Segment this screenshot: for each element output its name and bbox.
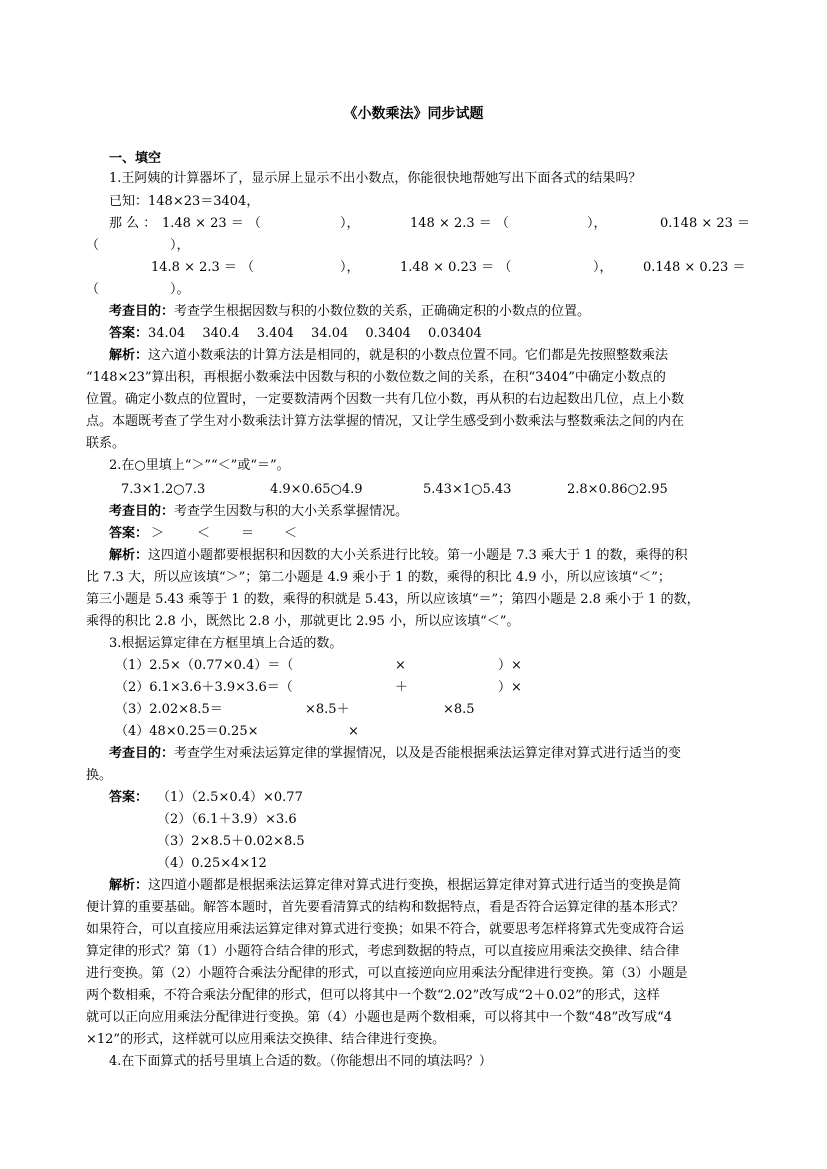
q1-purpose: 考查目的：考查学生根据因数与积的小数位数的关系，正确确定积的小数点的位置。 bbox=[109, 304, 591, 319]
q2-analysis-line: 比 7.3 大，所以应该填“＞”；第二小题是 4.9 乘小于 1 的数，乘得的积比 4.9 小，所以应该填“＜”； bbox=[86, 570, 671, 585]
q2-answer: ＝ bbox=[241, 526, 255, 541]
q3-item-3-end: ×8.5 bbox=[443, 702, 475, 717]
q1-expr-2-end: ）， bbox=[587, 216, 607, 231]
q1-expr-4-end: ）， bbox=[340, 260, 360, 275]
q1-analysis-line: 位置。确定小数点的位置时，一定要数清两个因数一共有几位小数，再从积的右边起数出几位，点上小数 bbox=[86, 392, 685, 407]
q3-item-2: （2）6.1×3.6＋3.9×3.6＝（ bbox=[115, 680, 293, 695]
q2-answer: ＞ bbox=[151, 526, 165, 541]
q1-expr-2: 148 × 2.3 ＝ （ bbox=[410, 216, 509, 231]
q1-expr-6: 0.148 × 0.23 ＝ bbox=[643, 260, 746, 275]
q1-stem: 1.王阿姨的计算器坏了，显示屏上显示不出小数点，你能很快地帮她写出下面各式的结果吗？ bbox=[109, 171, 642, 186]
q2-item: 7.3×1.2○7.3 bbox=[121, 482, 206, 497]
q3-analysis-line: 就可以正向应用乘法分配律进行变换。第（4）小题也是两个数相乘，可以将其中一个数“48”改写成“4 bbox=[86, 1010, 673, 1025]
page-title: 《小数乘法》同步试题 bbox=[343, 106, 484, 122]
q2-stem: 2.在○里填上“＞”“＜”或“＝”。 bbox=[109, 458, 290, 473]
q1-analysis-line: 联系。 bbox=[86, 436, 126, 451]
q3-analysis-line: 如果符合，可以直接应用乘法运算定律对算式进行变换；如果不符合，就要思考怎样将算式先变成符合运 bbox=[86, 922, 685, 937]
q2-analysis-line: 乘得的积比 2.8 小，既然比 2.8 小，那就更比 2.95 小，所以应该填“＜”。 bbox=[86, 614, 520, 629]
q1-expr-4: 14.8 × 2.3 ＝ （ bbox=[151, 260, 255, 275]
q2-answer-label: 答案： bbox=[109, 526, 149, 541]
q3-answer: （3）2×8.5＋0.02×8.5 bbox=[157, 834, 305, 849]
q3-analysis-line: ×12”的形式，这样就可以应用乘法交换律、结合律进行变换。 bbox=[86, 1032, 446, 1047]
q2-item: 2.8×0.86○2.95 bbox=[567, 482, 668, 497]
q3-analysis-line: 两个数相乘，不符合乘法分配律的形式，但可以将其中一个数“2.02”改写成“2＋0.02”的形式，这样 bbox=[86, 988, 660, 1003]
q1-analysis-line: 解析：这六道小数乘法的计算方法是相同的，就是积的小数点位置不同。它们都是先按照整数乘法 bbox=[109, 348, 669, 363]
q3-item-1-op: × bbox=[395, 658, 406, 673]
q3-answer: （4）0.25×4×12 bbox=[157, 856, 267, 871]
q3-item-1-end: ）× bbox=[498, 658, 522, 673]
q1-expr-1: 1.48 × 23 ＝ （ bbox=[162, 216, 261, 231]
q2-item: 5.43×1○5.43 bbox=[423, 482, 512, 497]
q1-expr-6-end: ）。 bbox=[170, 282, 190, 297]
q1-answer: 答案：34.04 340.4 3.404 34.04 0.3404 0.03404 bbox=[109, 326, 482, 341]
q1-expr-6-open: （ bbox=[86, 282, 100, 297]
q3-analysis-line: 便计算的重要基础。解答本题时，首先要看清算式的结构和数据特点，看是否符合运算定律的基本形式？ bbox=[86, 900, 685, 915]
q2-answer: ＜ bbox=[197, 526, 211, 541]
q1-expr-3: 0.148 × 23 ＝ bbox=[660, 216, 751, 231]
q3-item-2-end: ）× bbox=[498, 680, 522, 695]
q4-stem: 4.在下面算式的括号里填上合适的数。（你能想出不同的填法吗？） bbox=[109, 1054, 492, 1069]
q3-item-4-end: × bbox=[348, 724, 359, 739]
q1-known: 已知：148×23＝3404， bbox=[109, 194, 260, 209]
q2-purpose: 考查目的：考查学生因数与积的大小关系掌握情况。 bbox=[109, 504, 409, 519]
q3-item-4: （4）48×0.25＝0.25× bbox=[115, 724, 259, 739]
q3-analysis-line: 算定律的形式？第（1）小题符合结合律的形式，考虑到数据的特点，可以直接应用乘法交换律、结合律 bbox=[86, 944, 680, 959]
q1-expr-3-open: （ bbox=[86, 238, 100, 253]
q3-answer-label: 答案： bbox=[109, 790, 149, 805]
q3-answer: （1）（2.5×0.4）×0.77 bbox=[157, 790, 303, 805]
q3-item-3-mid: ×8.5＋ bbox=[305, 702, 350, 717]
q3-analysis-line: 进行变换。第（2）小题符合乘法分配律的形式，可以直接逆向应用乘法分配律进行变换。第（3）小题是 bbox=[86, 966, 688, 981]
q3-item-3: （3）2.02×8.5＝ bbox=[115, 702, 223, 717]
q1-expr-1-end: ）， bbox=[340, 216, 360, 231]
q3-answer: （2）（6.1＋3.9）×3.6 bbox=[157, 812, 297, 827]
section-heading: 一、填空 bbox=[109, 151, 162, 166]
q3-purpose-cont: 换。 bbox=[86, 768, 113, 783]
q1-expr-5: 1.48 × 0.23 ＝ （ bbox=[400, 260, 512, 275]
q3-item-1: （1）2.5×（0.77×0.4）＝（ bbox=[115, 658, 294, 673]
q2-analysis-line: 第三小题是 5.43 乘等于 1 的数，乘得的积就是 5.43，所以应该填“＝”；第四小题是 2.8 乘小于 1 的数， bbox=[86, 592, 700, 607]
q2-analysis-line: 解析：这四道小题都要根据积和因数的大小关系进行比较。第一小题是 7.3 乘大于 1 的数，乘得的积 bbox=[109, 548, 688, 563]
q3-stem: 3.根据运算定律在方框里填上合适的数。 bbox=[109, 636, 343, 651]
q3-item-2-op: ＋ bbox=[395, 680, 409, 695]
q3-analysis-line: 解析：这四道小题都是根据乘法运算定律对算式进行变换，根据运算定律对算式进行适当的变换是简 bbox=[109, 878, 682, 893]
q1-expr-5-end: ）， bbox=[593, 260, 613, 275]
q3-purpose: 考查目的：考查学生对乘法运算定律的掌握情况，以及是否能根据乘法运算定律对算式进行适当的变 bbox=[109, 746, 682, 761]
q1-analysis-line: “148×23”算出积，再根据小数乘法中因数与积的小数位数之间的关系，在积“3404”中确定小数点的 bbox=[86, 370, 666, 385]
q1-expr-3-end: ）， bbox=[170, 238, 190, 253]
q2-answer: ＜ bbox=[284, 526, 298, 541]
q2-item: 4.9×0.65○4.9 bbox=[270, 482, 363, 497]
q1-row1-lead: 那 么 ： bbox=[109, 216, 157, 231]
q1-analysis-line: 点。本题既考查了学生对小数乘法计算方法掌握的情况，又让学生感受到小数乘法与整数乘法之间的内在 bbox=[86, 414, 685, 429]
